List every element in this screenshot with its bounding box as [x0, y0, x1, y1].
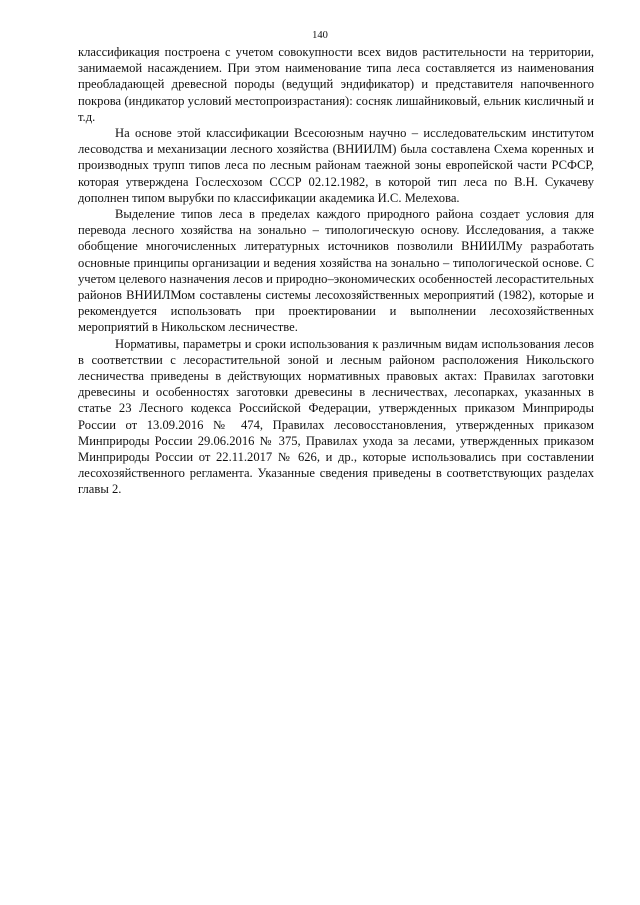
page-number: 140 [312, 30, 328, 41]
body-text [78, 44, 594, 498]
paragraph-2: На основе этой классификации Всесоюзным научно – исследовательским институтом лесоводства и механизации лесного хозяйства (ВНИИЛМ) была составлена Схема коренных и производных трупп типов леса по лесным районам таежной зоны европейской части РСФСР, которая утверждена Гослесхозом СССР 02.12.1982, в которой тип леса по В.Н. Сукачеву дополнен типом вырубки по классификации академика И.С. Мелехова. [78, 126, 594, 205]
paragraph-3: Выделение типов леса в пределах каждого природного района создает условия для перевода лесного хозяйства на зонально – типологическую основу. Исследования, а также обобщение многочисленных литературных источников позволили ВНИИЛМу разработать основные принципы организации и ведения хозяйства на зонально – типологической основе. С учетом целевого назначения лесов и природно–экономических особенностей лесорастительных районов ВНИИЛМом составлены системы лесохозяйственных мероприятий (1982), которые и рекомендуется использовать при проектировании и выполнении лесохозяйственных мероприятий в Никольском лесничестве. [78, 207, 594, 335]
paragraph-4: Нормативы, параметры и сроки использования к различным видам использования лесов в соответствии с лесорастительной зоной и лесным районом расположения Никольского лесничества приведены в действующих нормативных правовых актах: Правилах заготовки древесины и особенностях заготовки древесины в лесничествах, лесопарках, указанных в статье 23 Лесного кодекса Российской Федерации, утвержденных приказом Минприроды России от 13.09.2016 № 474, Правилах лесовосстановления, утвержденных приказом Минприроды России 29.06.2016 № 375, Правилах ухода за лесами, утвержденных приказом Минприроды России от 22.11.2017 № 626, и др., которые использовались при составлении лесохозяйственного регламента. Указанные сведения приведены в соответствующих разделах главы 2. [78, 336, 594, 497]
paragraph-1: классификация построена с учетом совокупности всех видов растительности на территории, занимаемой насаждением. При этом наименование типа леса составляется из наименования преобладающей древесной породы (ведущий эндификатор) и представителя напочвенного покрова (индикатор условий местопроизрастания): сосняк лишайниковый, ельник кисличный и т.д. [78, 45, 594, 124]
